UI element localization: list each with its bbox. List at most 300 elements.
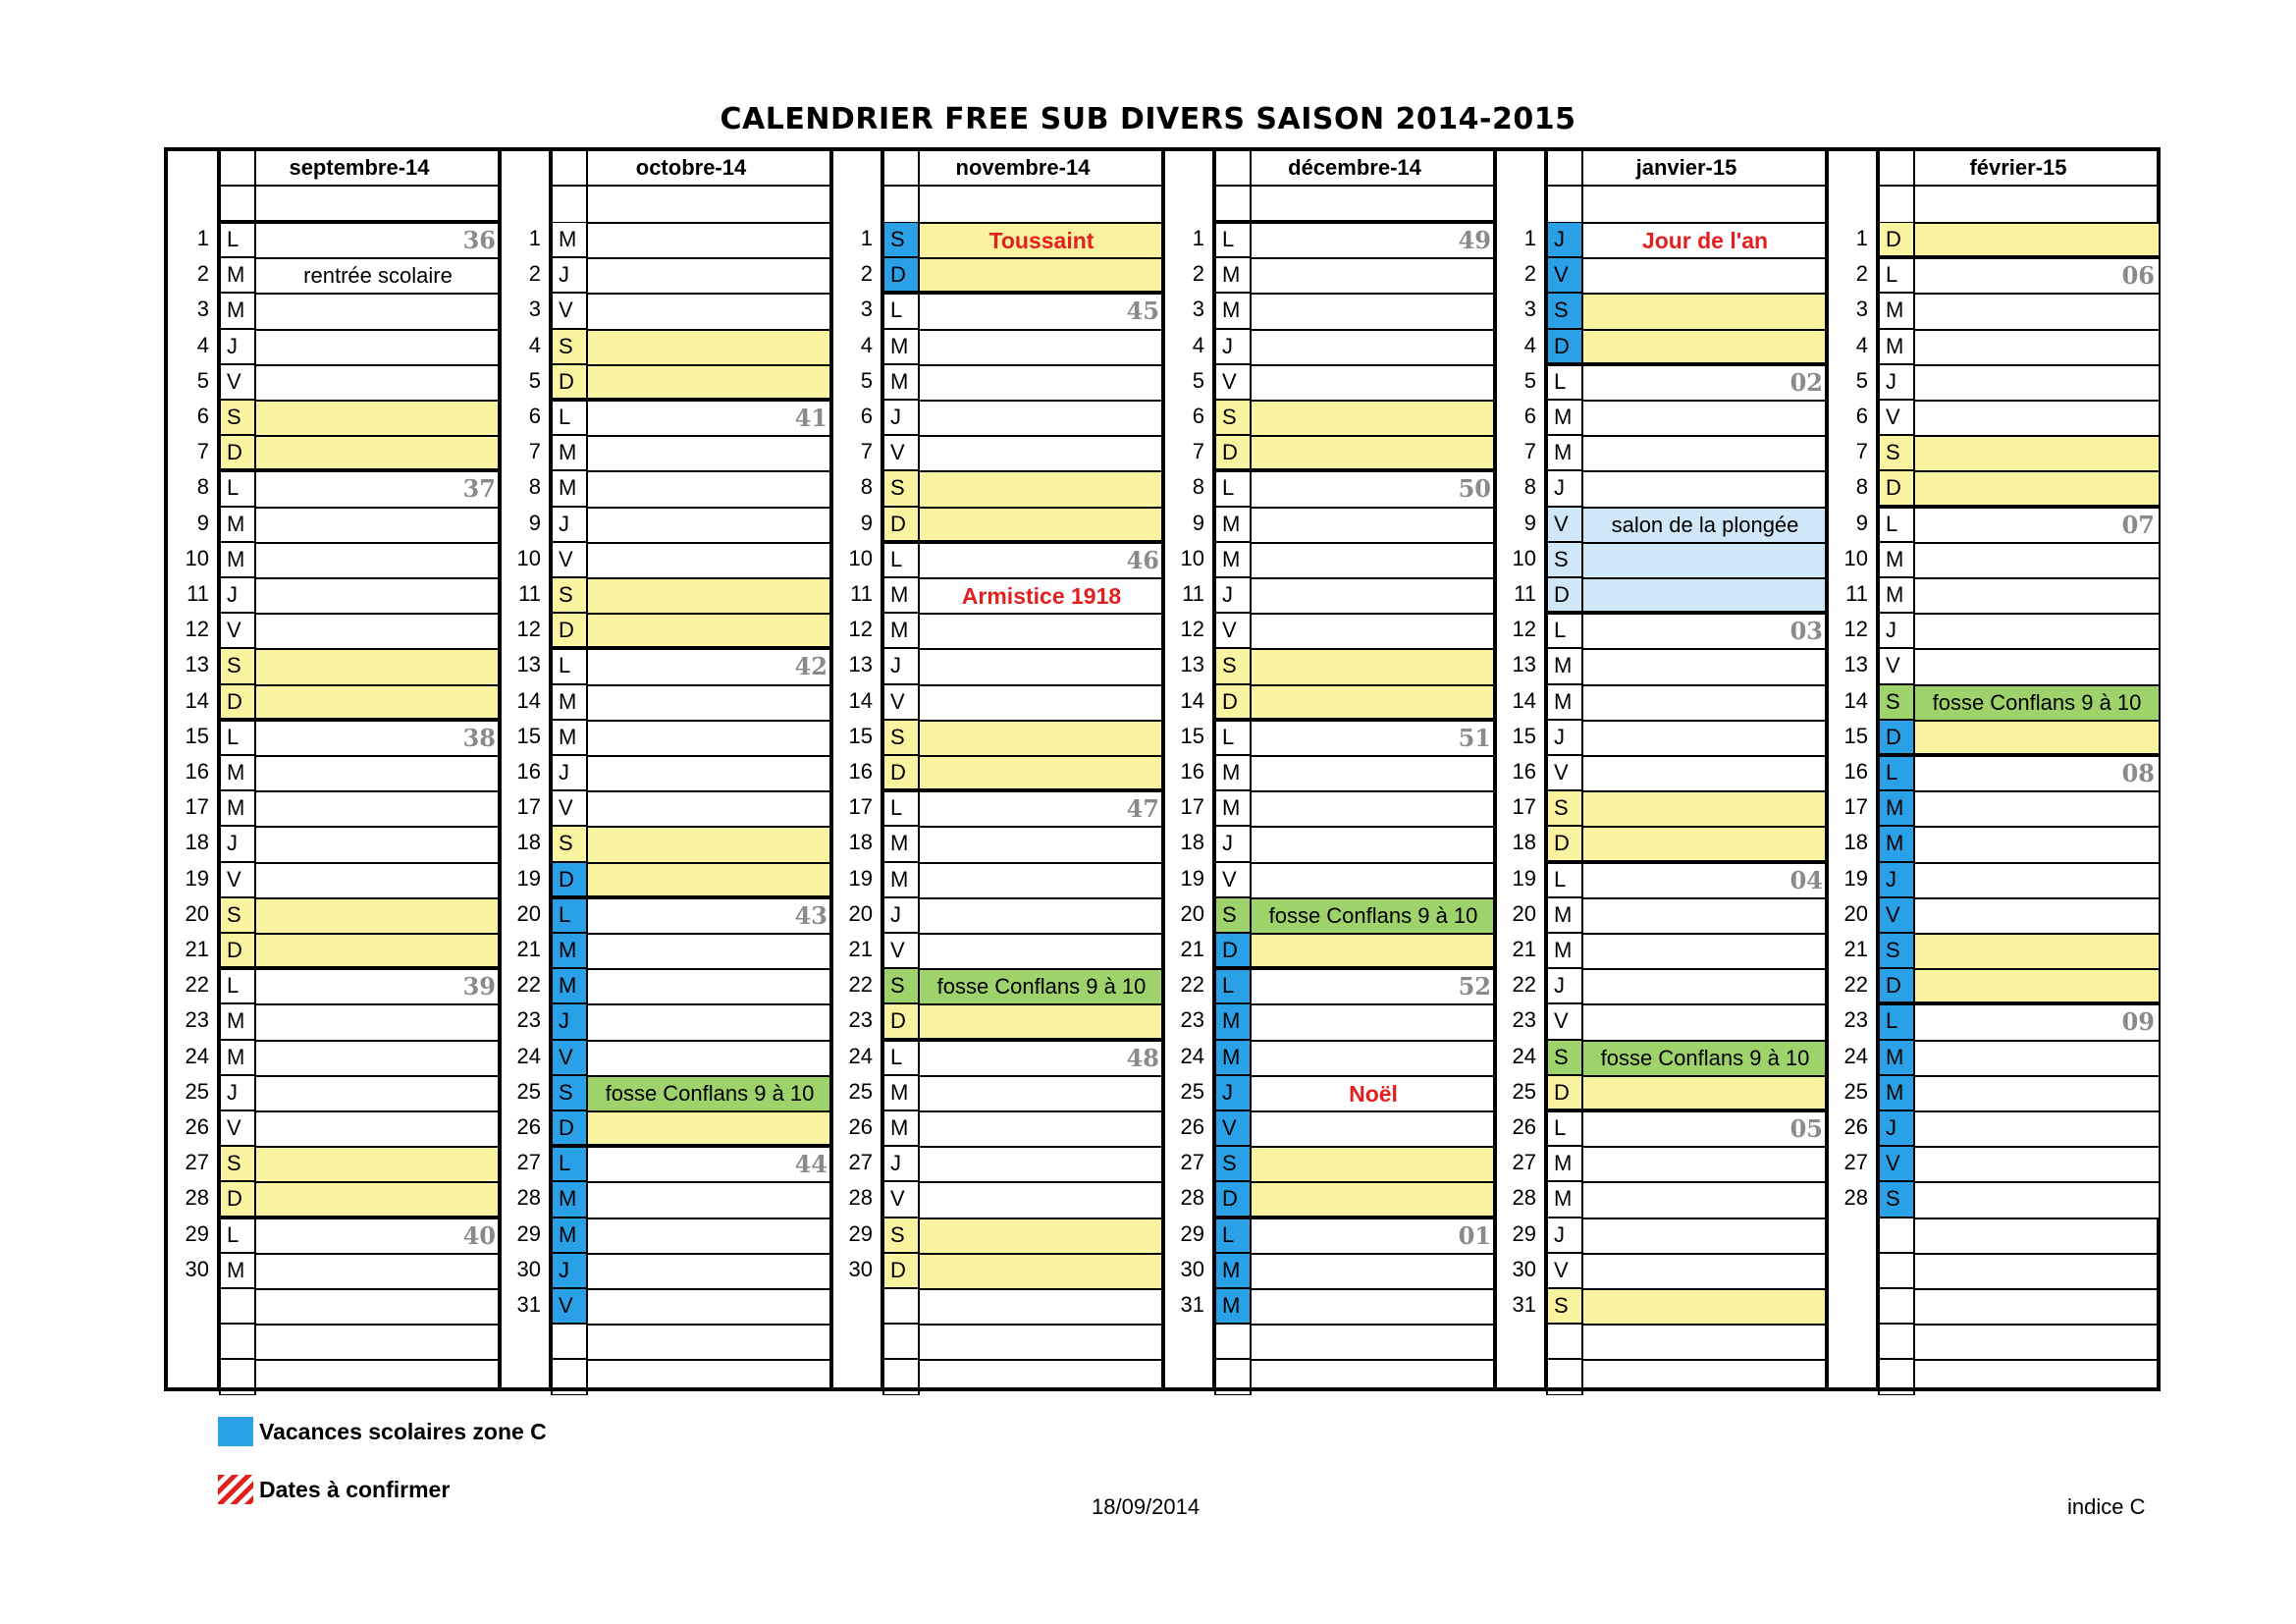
day-note: salon de la plongée	[1583, 507, 1827, 542]
weekday-cell: D	[551, 862, 588, 897]
day-number: 30	[1180, 1256, 1204, 1281]
day-note	[1252, 470, 1495, 506]
day-number: 16	[1180, 759, 1204, 784]
day-number: 17	[185, 794, 209, 820]
day-note	[256, 790, 500, 826]
day-number: 21	[848, 937, 873, 961]
week-number: 38	[462, 723, 496, 752]
weekday-cell: J	[551, 1003, 588, 1039]
weekday-cell: S	[1214, 648, 1252, 683]
month-header: décembre-14	[1214, 151, 1495, 187]
weekday-cell: M	[1214, 1003, 1252, 1039]
weekday-cell: L	[1878, 507, 1915, 542]
day-number: 22	[516, 972, 541, 998]
day-number: 21	[1843, 937, 1868, 961]
weekday-cell: M	[882, 826, 920, 861]
day-number: 21	[1512, 937, 1536, 961]
day-number: 15	[848, 723, 873, 748]
weekday-cell: M	[1546, 933, 1583, 968]
day-number: 23	[1512, 1007, 1536, 1033]
weekday-cell: D	[219, 684, 256, 720]
day-number: 18	[1512, 830, 1536, 855]
day-note	[588, 1110, 831, 1146]
day-number: 18	[1180, 830, 1204, 855]
weekday-cell: M	[1878, 329, 1915, 364]
weekday-cell: M	[551, 1218, 588, 1253]
day-note	[1915, 577, 2159, 613]
weekday-cell: D	[219, 933, 256, 968]
calendar-grid	[164, 147, 2161, 1391]
weekday-cell: S	[882, 222, 920, 257]
day-number: 29	[1512, 1220, 1536, 1246]
weekday-cell: M	[219, 507, 256, 542]
empty-note	[1583, 1324, 1827, 1359]
day-note	[1583, 577, 1827, 613]
weekday-cell: M	[882, 862, 920, 897]
day-number: 11	[1182, 581, 1204, 606]
day-number: 20	[516, 900, 541, 926]
weekday-cell: M	[1546, 897, 1583, 933]
day-number: 26	[848, 1114, 873, 1139]
weekday-cell: V	[1878, 648, 1915, 683]
day-number: 31	[516, 1292, 541, 1317]
day-note	[920, 1003, 1163, 1039]
weekday-cell: D	[551, 613, 588, 648]
day-number: 25	[516, 1078, 541, 1104]
empty-weekday	[882, 1288, 920, 1324]
day-note	[1252, 1181, 1495, 1217]
day-note	[1583, 968, 1827, 1003]
day-number: 8	[1855, 474, 1868, 500]
week-separator	[1546, 611, 1827, 615]
weekday-cell: L	[551, 897, 588, 933]
day-number: 25	[185, 1078, 209, 1104]
weekday-cell: V	[1214, 364, 1252, 400]
weekday-cell: D	[1546, 1075, 1583, 1110]
weekday-cell: S	[1546, 542, 1583, 577]
day-number: 8	[528, 474, 541, 500]
day-note	[1252, 968, 1495, 1003]
day-number: 20	[185, 900, 209, 926]
weekday-cell: M	[882, 1110, 920, 1146]
weekday-cell: J	[219, 826, 256, 861]
day-note	[1583, 720, 1827, 755]
weekday-cell: V	[1546, 755, 1583, 790]
day-note	[256, 755, 500, 790]
day-number: 6	[196, 404, 209, 428]
weekday-cell: L	[219, 968, 256, 1003]
month-column	[1163, 151, 1495, 1387]
empty-weekday	[1546, 1324, 1583, 1359]
weekday-cell: J	[551, 1253, 588, 1288]
weekday-cell: J	[1546, 222, 1583, 257]
weekday-cell: L	[1214, 1218, 1252, 1253]
weekday-cell: L	[1546, 1110, 1583, 1146]
day-note	[1583, 933, 1827, 968]
day-number: 20	[1843, 900, 1868, 926]
footer-date: 18/09/2014	[1092, 1494, 1201, 1519]
day-note	[1252, 435, 1495, 470]
weekday-cell: M	[1214, 507, 1252, 542]
empty-weekday	[219, 1359, 256, 1394]
week-separator	[1214, 966, 1495, 970]
day-note	[588, 222, 831, 257]
day-note	[256, 684, 500, 720]
weekday-cell: J	[1546, 968, 1583, 1003]
day-note	[920, 613, 1163, 648]
week-separator	[219, 468, 500, 472]
day-number: 10	[185, 545, 209, 570]
weekday-cell: S	[1878, 933, 1915, 968]
weekday-cell: L	[1878, 257, 1915, 293]
day-number: 19	[1843, 865, 1868, 891]
day-note	[1252, 364, 1495, 400]
weekday-cell: V	[219, 613, 256, 648]
week-separator	[219, 220, 500, 224]
day-note	[588, 1040, 831, 1075]
week-separator	[1546, 1109, 1827, 1112]
day-note: fosse Conflans 9 à 10	[920, 968, 1163, 1003]
weekday-cell: V	[551, 1040, 588, 1075]
weekday-cell: J	[219, 577, 256, 613]
day-number: 17	[1512, 794, 1536, 820]
day-note	[920, 257, 1163, 293]
day-number: 18	[185, 830, 209, 855]
day-number: 15	[1180, 723, 1204, 748]
weekday-cell: M	[1214, 755, 1252, 790]
day-note	[920, 507, 1163, 542]
empty-note	[1915, 1324, 2159, 1359]
day-note	[1915, 507, 2159, 542]
weekday-cell: S	[1214, 400, 1252, 435]
day-note	[256, 400, 500, 435]
day-number: 1	[1523, 226, 1536, 250]
day-number: 23	[185, 1007, 209, 1033]
day-note	[1583, 329, 1827, 364]
day-number: 29	[516, 1220, 541, 1246]
weekday-cell: J	[1214, 1075, 1252, 1110]
day-note	[920, 435, 1163, 470]
day-number: 8	[1523, 474, 1536, 500]
day-number: 13	[848, 652, 873, 677]
weekday-cell: S	[1878, 435, 1915, 470]
day-note	[1252, 507, 1495, 542]
day-number: 3	[860, 297, 873, 322]
day-note	[1252, 1110, 1495, 1146]
weekday-cell: S	[1878, 1181, 1915, 1217]
legend-confirm: Dates à confirmer	[259, 1477, 451, 1502]
empty-note	[256, 1324, 500, 1359]
day-number: 20	[1512, 900, 1536, 926]
day-note	[588, 577, 831, 613]
weekday-cell: V	[882, 933, 920, 968]
day-number: 24	[1180, 1043, 1204, 1068]
day-number: 1	[528, 226, 541, 250]
day-note	[588, 1288, 831, 1324]
day-number: 25	[1843, 1078, 1868, 1104]
weekday-cell: M	[551, 222, 588, 257]
weekday-cell: J	[882, 400, 920, 435]
empty-weekday	[882, 1324, 920, 1359]
day-note	[920, 1075, 1163, 1110]
week-number: 06	[2121, 261, 2155, 291]
day-number: 23	[1180, 1007, 1204, 1033]
day-number: 23	[848, 1007, 873, 1033]
weekday-cell: V	[219, 364, 256, 400]
day-note	[1583, 826, 1827, 861]
day-number: 21	[516, 937, 541, 961]
weekday-cell: V	[551, 790, 588, 826]
weekday-cell: M	[1546, 400, 1583, 435]
day-number: 22	[1843, 972, 1868, 998]
weekday-cell: S	[1214, 1146, 1252, 1181]
weekday-cell: S	[882, 1218, 920, 1253]
weekday-cell: D	[1878, 968, 1915, 1003]
day-note	[1915, 968, 2159, 1003]
day-note	[256, 542, 500, 577]
day-number: 30	[848, 1256, 873, 1281]
day-number: 4	[1192, 332, 1204, 357]
weekday-cell: J	[551, 257, 588, 293]
weekday-cell: M	[1546, 684, 1583, 720]
empty-weekday	[219, 1288, 256, 1324]
day-note	[1583, 1110, 1827, 1146]
weekday-cell: V	[1546, 1253, 1583, 1288]
week-number: 47	[1126, 794, 1159, 824]
weekday-cell: M	[551, 720, 588, 755]
weekday-cell: L	[219, 720, 256, 755]
day-note	[256, 1003, 500, 1039]
day-note: Toussaint	[920, 222, 1163, 257]
day-number: 6	[860, 404, 873, 428]
day-number: 4	[1855, 332, 1868, 357]
day-note	[1915, 1146, 2159, 1181]
day-note	[588, 1003, 831, 1039]
day-note	[1583, 257, 1827, 293]
weekday-cell: J	[1214, 577, 1252, 613]
day-number: 4	[860, 332, 873, 357]
day-note	[1252, 222, 1495, 257]
day-note	[920, 755, 1163, 790]
weekday-cell: J	[1546, 1218, 1583, 1253]
day-number: 16	[1512, 759, 1536, 784]
day-note: Jour de l'an	[1583, 222, 1827, 257]
day-number: 2	[860, 261, 873, 287]
day-note	[1252, 1003, 1495, 1039]
day-number: 16	[1843, 759, 1868, 784]
day-note	[1915, 470, 2159, 506]
weekday-cell: M	[1546, 1181, 1583, 1217]
day-note	[1915, 222, 2159, 257]
day-note	[588, 720, 831, 755]
day-note: rentrée scolaire	[256, 257, 500, 293]
weekday-cell: M	[219, 1253, 256, 1288]
day-note: fosse Conflans 9 à 10	[588, 1075, 831, 1110]
day-number: 24	[1512, 1043, 1536, 1068]
day-number: 8	[196, 474, 209, 500]
weekday-cell: V	[1878, 1146, 1915, 1181]
day-number: 26	[185, 1114, 209, 1139]
day-number: 5	[196, 367, 209, 393]
weekday-cell: M	[1214, 1040, 1252, 1075]
day-number: 24	[848, 1043, 873, 1068]
day-number: 13	[1180, 652, 1204, 677]
day-note	[1583, 470, 1827, 506]
day-note	[256, 897, 500, 933]
day-number: 14	[1843, 687, 1868, 713]
day-number: 25	[848, 1078, 873, 1104]
day-number: 12	[848, 617, 873, 642]
day-note	[1252, 755, 1495, 790]
weekday-cell: D	[1546, 577, 1583, 613]
weekday-cell: J	[1214, 329, 1252, 364]
day-number: 17	[1180, 794, 1204, 820]
weekday-cell: V	[551, 1288, 588, 1324]
day-note	[588, 1181, 831, 1217]
empty-note	[920, 1359, 1163, 1394]
week-separator	[551, 895, 831, 899]
weekday-cell: J	[219, 1075, 256, 1110]
day-number: 27	[1843, 1150, 1868, 1175]
week-number: 42	[794, 652, 828, 681]
weekday-cell: M	[1878, 542, 1915, 577]
empty-weekday	[1878, 1218, 1915, 1253]
day-number: 16	[185, 759, 209, 784]
week-number: 36	[462, 226, 496, 254]
weekday-cell: V	[1878, 897, 1915, 933]
weekday-cell: J	[882, 648, 920, 683]
weekday-cell: S	[1546, 1040, 1583, 1075]
day-note	[1583, 1003, 1827, 1039]
weekday-cell: L	[219, 1218, 256, 1253]
day-number: 30	[1512, 1256, 1536, 1281]
day-note	[1915, 862, 2159, 897]
day-note	[1915, 1110, 2159, 1146]
day-note	[1583, 435, 1827, 470]
week-separator	[1878, 1001, 2159, 1005]
weekday-cell: M	[551, 470, 588, 506]
day-note	[256, 1218, 500, 1253]
day-note	[1915, 897, 2159, 933]
weekday-cell: J	[551, 507, 588, 542]
day-number: 10	[1512, 545, 1536, 570]
weekday-cell: L	[882, 293, 920, 328]
day-note	[1252, 1288, 1495, 1324]
day-note	[920, 470, 1163, 506]
weekday-cell: J	[1546, 470, 1583, 506]
day-number: 29	[1180, 1220, 1204, 1246]
day-note	[588, 755, 831, 790]
weekday-cell: D	[882, 257, 920, 293]
month-header: septembre-14	[219, 151, 500, 187]
week-separator	[1878, 753, 2159, 757]
day-number: 6	[1192, 404, 1204, 428]
day-number: 16	[848, 759, 873, 784]
weekday-cell: D	[219, 1181, 256, 1217]
day-note	[256, 1110, 500, 1146]
day-number: 7	[1192, 439, 1204, 464]
weekday-cell: V	[551, 293, 588, 328]
week-separator	[219, 966, 500, 970]
empty-note	[1252, 1359, 1495, 1394]
day-number: 28	[1843, 1185, 1868, 1211]
day-note	[256, 1181, 500, 1217]
month-column	[500, 151, 831, 1387]
day-note	[588, 329, 831, 364]
weekday-cell: L	[551, 400, 588, 435]
week-separator	[551, 646, 831, 650]
day-note: fosse Conflans 9 à 10	[1252, 897, 1495, 933]
day-number: 28	[1180, 1185, 1204, 1211]
day-number: 5	[1523, 367, 1536, 393]
day-note	[588, 684, 831, 720]
day-note	[588, 257, 831, 293]
day-note	[920, 1110, 1163, 1146]
day-number: 16	[516, 759, 541, 784]
week-number: 09	[2121, 1007, 2155, 1037]
weekday-cell: M	[1878, 577, 1915, 613]
empty-note	[256, 1359, 500, 1394]
day-note	[1252, 1146, 1495, 1181]
day-number: 8	[1192, 474, 1204, 500]
day-number: 24	[516, 1043, 541, 1068]
week-number: 48	[1126, 1043, 1159, 1072]
week-separator	[1214, 718, 1495, 722]
weekday-cell: S	[882, 470, 920, 506]
day-number: 2	[196, 261, 209, 287]
day-note	[1252, 577, 1495, 613]
weekday-cell: S	[219, 648, 256, 683]
day-note	[1915, 1181, 2159, 1217]
day-number: 31	[1180, 1292, 1204, 1317]
empty-note	[588, 1359, 831, 1394]
day-number: 30	[516, 1256, 541, 1281]
month-column	[1827, 151, 2159, 1387]
day-number: 5	[860, 367, 873, 393]
day-number: 10	[1843, 545, 1868, 570]
day-number: 19	[1512, 865, 1536, 891]
day-number: 9	[1523, 510, 1536, 535]
weekday-cell: J	[882, 1146, 920, 1181]
weekday-cell: L	[1878, 755, 1915, 790]
weekday-cell: V	[882, 435, 920, 470]
weekday-cell: D	[551, 1110, 588, 1146]
weekday-cell: L	[882, 790, 920, 826]
day-number: 29	[185, 1220, 209, 1246]
month-header: octobre-14	[551, 151, 831, 187]
day-note	[920, 1146, 1163, 1181]
week-number: 52	[1458, 972, 1491, 1001]
week-separator	[1214, 1216, 1495, 1219]
day-number: 11	[1514, 581, 1536, 606]
day-note	[256, 1075, 500, 1110]
legend-vacation: Vacances scolaires zone C	[259, 1419, 547, 1444]
day-note	[1252, 1040, 1495, 1075]
day-note	[920, 542, 1163, 577]
weekday-cell: V	[551, 542, 588, 577]
day-note	[1583, 400, 1827, 435]
day-number: 2	[1523, 261, 1536, 287]
day-number: 12	[185, 617, 209, 642]
day-number: 1	[1192, 226, 1204, 250]
day-number: 1	[1855, 226, 1868, 250]
day-number: 2	[1855, 261, 1868, 287]
day-note	[1915, 329, 2159, 364]
weekday-cell: J	[1878, 862, 1915, 897]
day-number: 5	[1855, 367, 1868, 393]
weekday-cell: M	[551, 1181, 588, 1217]
weekday-cell: M	[1214, 790, 1252, 826]
